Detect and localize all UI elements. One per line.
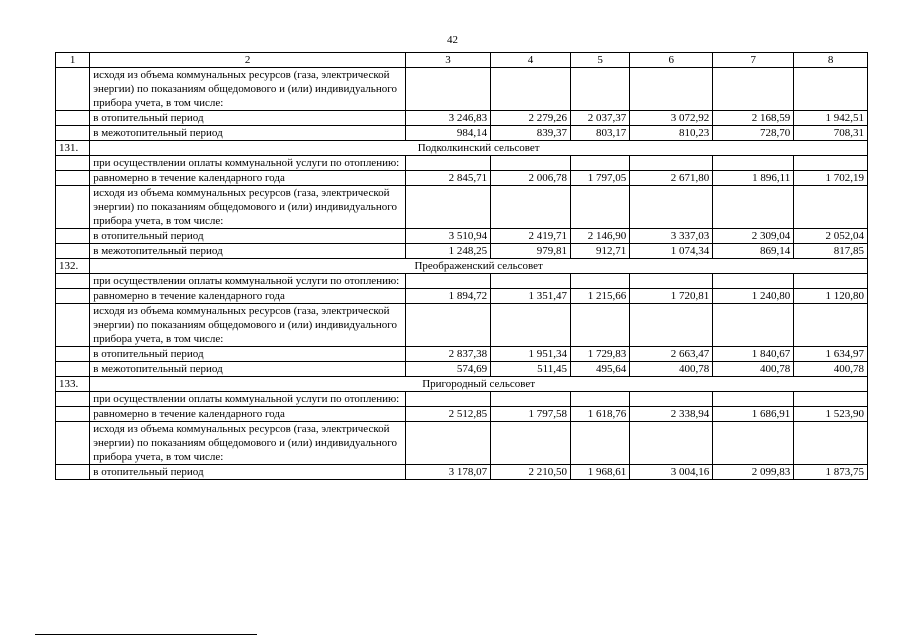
value-cell [794,392,868,407]
value-cell: 2 279,26 [491,111,571,126]
value-cell [405,392,490,407]
column-header: 6 [630,53,713,68]
value-cell: 1 702,19 [794,171,868,186]
value-cell [491,274,571,289]
column-header: 3 [405,53,490,68]
value-cell: 1 074,34 [630,244,713,259]
value-cell: 2 837,38 [405,347,490,362]
value-cell: 728,70 [713,126,794,141]
value-cell [630,156,713,171]
value-cell [794,156,868,171]
value-cell: 1 240,80 [713,289,794,304]
value-cell [713,156,794,171]
value-cell [405,68,490,111]
value-cell: 1 797,58 [491,407,571,422]
value-row [56,229,868,244]
section-row [56,259,868,274]
value-cell [713,392,794,407]
description-row [56,304,868,347]
value-cell [713,186,794,229]
value-row [56,111,868,126]
value-cell [405,422,490,465]
value-cell: 1 248,25 [405,244,490,259]
row-label: исходя из объема коммунальных ресурсов (газа, электрической энергии) по показаниям общедомового и (или) индивидуального прибора учета, в том числе: [90,304,406,347]
row-label: исходя из объема коммунальных ресурсов (газа, электрической энергии) по показаниям общедомового и (или) индивидуального прибора учета, в том числе: [90,186,406,229]
row-label: равномерно в течение календарного года [90,171,406,186]
row-number-cell [56,68,90,111]
row-number-cell [56,156,90,171]
section-title: Преображенский сельсовет [90,259,868,274]
value-cell: 2 419,71 [491,229,571,244]
row-number-cell [56,186,90,229]
section-row [56,377,868,392]
page-number: 42 [447,34,458,46]
value-cell [794,274,868,289]
value-row [56,171,868,186]
description-row [56,156,868,171]
value-cell [713,422,794,465]
value-cell: 817,85 [794,244,868,259]
column-header: 8 [794,53,868,68]
value-row [56,465,868,480]
row-number-cell [56,362,90,377]
value-cell [571,304,630,347]
description-row [56,186,868,229]
value-cell [405,156,490,171]
value-cell: 2 037,37 [571,111,630,126]
section-number: 131. [56,141,90,156]
value-cell: 803,17 [571,126,630,141]
value-cell [630,186,713,229]
value-cell [571,274,630,289]
value-cell: 3 178,07 [405,465,490,480]
section-number: 132. [56,259,90,274]
section-title: Пригородный сельсовет [90,377,868,392]
row-label: в межотопительный период [90,244,406,259]
value-cell [571,392,630,407]
value-cell: 1 797,05 [571,171,630,186]
row-number-cell [56,171,90,186]
value-cell: 1 873,75 [794,465,868,480]
row-label: равномерно в течение календарного года [90,289,406,304]
value-cell [571,186,630,229]
value-cell: 400,78 [713,362,794,377]
value-cell: 984,14 [405,126,490,141]
row-label: исходя из объема коммунальных ресурсов (газа, электрической энергии) по показаниям общедомового и (или) индивидуального прибора учета, в том числе: [90,422,406,465]
value-row [56,289,868,304]
value-cell: 574,69 [405,362,490,377]
value-cell: 400,78 [794,362,868,377]
value-cell [571,156,630,171]
value-cell: 400,78 [630,362,713,377]
value-cell [630,274,713,289]
value-cell [491,186,571,229]
value-cell: 1 968,61 [571,465,630,480]
value-cell: 3 072,92 [630,111,713,126]
value-cell: 912,71 [571,244,630,259]
value-cell: 3 004,16 [630,465,713,480]
value-cell: 869,14 [713,244,794,259]
column-header: 7 [713,53,794,68]
column-header: 2 [90,53,406,68]
value-cell [794,68,868,111]
value-cell: 495,64 [571,362,630,377]
value-cell: 3 337,03 [630,229,713,244]
section-number: 133. [56,377,90,392]
row-number-cell [56,465,90,480]
value-cell: 708,31 [794,126,868,141]
value-cell: 511,45 [491,362,571,377]
description-row [56,392,868,407]
value-cell [571,68,630,111]
description-row [56,68,868,111]
value-row [56,362,868,377]
value-cell: 2 671,80 [630,171,713,186]
column-header: 5 [571,53,630,68]
row-number-cell [56,111,90,126]
row-label: при осуществлении оплаты коммунальной услуги по отоплению: [90,156,406,171]
value-cell: 2 210,50 [491,465,571,480]
value-cell: 979,81 [491,244,571,259]
row-number-cell [56,289,90,304]
value-cell: 1 840,67 [713,347,794,362]
value-cell [630,304,713,347]
value-cell: 2 052,04 [794,229,868,244]
value-cell: 1 720,81 [630,289,713,304]
value-cell: 1 729,83 [571,347,630,362]
row-number-cell [56,304,90,347]
value-cell [794,422,868,465]
value-cell [713,304,794,347]
row-number-cell [56,347,90,362]
description-row [56,274,868,289]
row-number-cell [56,422,90,465]
row-label: в отопительный период [90,347,406,362]
value-cell [405,304,490,347]
value-cell [405,186,490,229]
row-label: в отопительный период [90,111,406,126]
value-cell: 1 215,66 [571,289,630,304]
row-number-cell [56,244,90,259]
description-row [56,422,868,465]
value-cell [713,274,794,289]
row-label: исходя из объема коммунальных ресурсов (газа, электрической энергии) по показаниям общедомового и (или) индивидуального прибора учета, в том числе: [90,68,406,111]
row-label: в межотопительный период [90,126,406,141]
value-cell: 1 942,51 [794,111,868,126]
value-cell: 1 951,34 [491,347,571,362]
value-cell: 2 168,59 [713,111,794,126]
value-cell [491,422,571,465]
row-label: при осуществлении оплаты коммунальной услуги по отоплению: [90,274,406,289]
value-cell: 2 845,71 [405,171,490,186]
value-cell: 2 663,47 [630,347,713,362]
value-cell: 1 634,97 [794,347,868,362]
column-header: 4 [491,53,571,68]
row-number-cell [56,392,90,407]
value-cell: 1 896,11 [713,171,794,186]
value-cell [630,68,713,111]
footnote-separator [35,634,257,635]
value-cell [571,422,630,465]
value-row [56,347,868,362]
row-label: равномерно в течение календарного года [90,407,406,422]
value-cell: 1 120,80 [794,289,868,304]
row-label: в отопительный период [90,229,406,244]
value-cell: 1 686,91 [713,407,794,422]
value-row [56,407,868,422]
value-cell [630,392,713,407]
row-label: в отопительный период [90,465,406,480]
value-cell: 1 894,72 [405,289,490,304]
value-cell: 2 006,78 [491,171,571,186]
value-cell [794,186,868,229]
value-cell [630,422,713,465]
row-number-cell [56,229,90,244]
value-cell: 2 146,90 [571,229,630,244]
header-row [56,53,868,68]
value-row [56,126,868,141]
value-cell [491,392,571,407]
value-cell: 810,23 [630,126,713,141]
value-cell: 2 512,85 [405,407,490,422]
row-number-cell [56,274,90,289]
value-cell [405,274,490,289]
value-cell: 3 510,94 [405,229,490,244]
row-number-cell [56,126,90,141]
value-cell: 3 246,83 [405,111,490,126]
section-title: Подколкинский сельсовет [90,141,868,156]
row-number-cell [56,407,90,422]
value-cell [491,304,571,347]
value-cell: 2 099,83 [713,465,794,480]
section-row [56,141,868,156]
value-row [56,244,868,259]
value-cell [491,156,571,171]
table-body [56,53,868,480]
value-cell: 1 618,76 [571,407,630,422]
value-cell: 2 309,04 [713,229,794,244]
row-label: в межотопительный период [90,362,406,377]
value-cell: 2 338,94 [630,407,713,422]
tariff-table [55,52,868,480]
value-cell [713,68,794,111]
value-cell: 839,37 [491,126,571,141]
value-cell [794,304,868,347]
value-cell: 1 523,90 [794,407,868,422]
row-label: при осуществлении оплаты коммунальной услуги по отоплению: [90,392,406,407]
value-cell [491,68,571,111]
column-header: 1 [56,53,90,68]
value-cell: 1 351,47 [491,289,571,304]
